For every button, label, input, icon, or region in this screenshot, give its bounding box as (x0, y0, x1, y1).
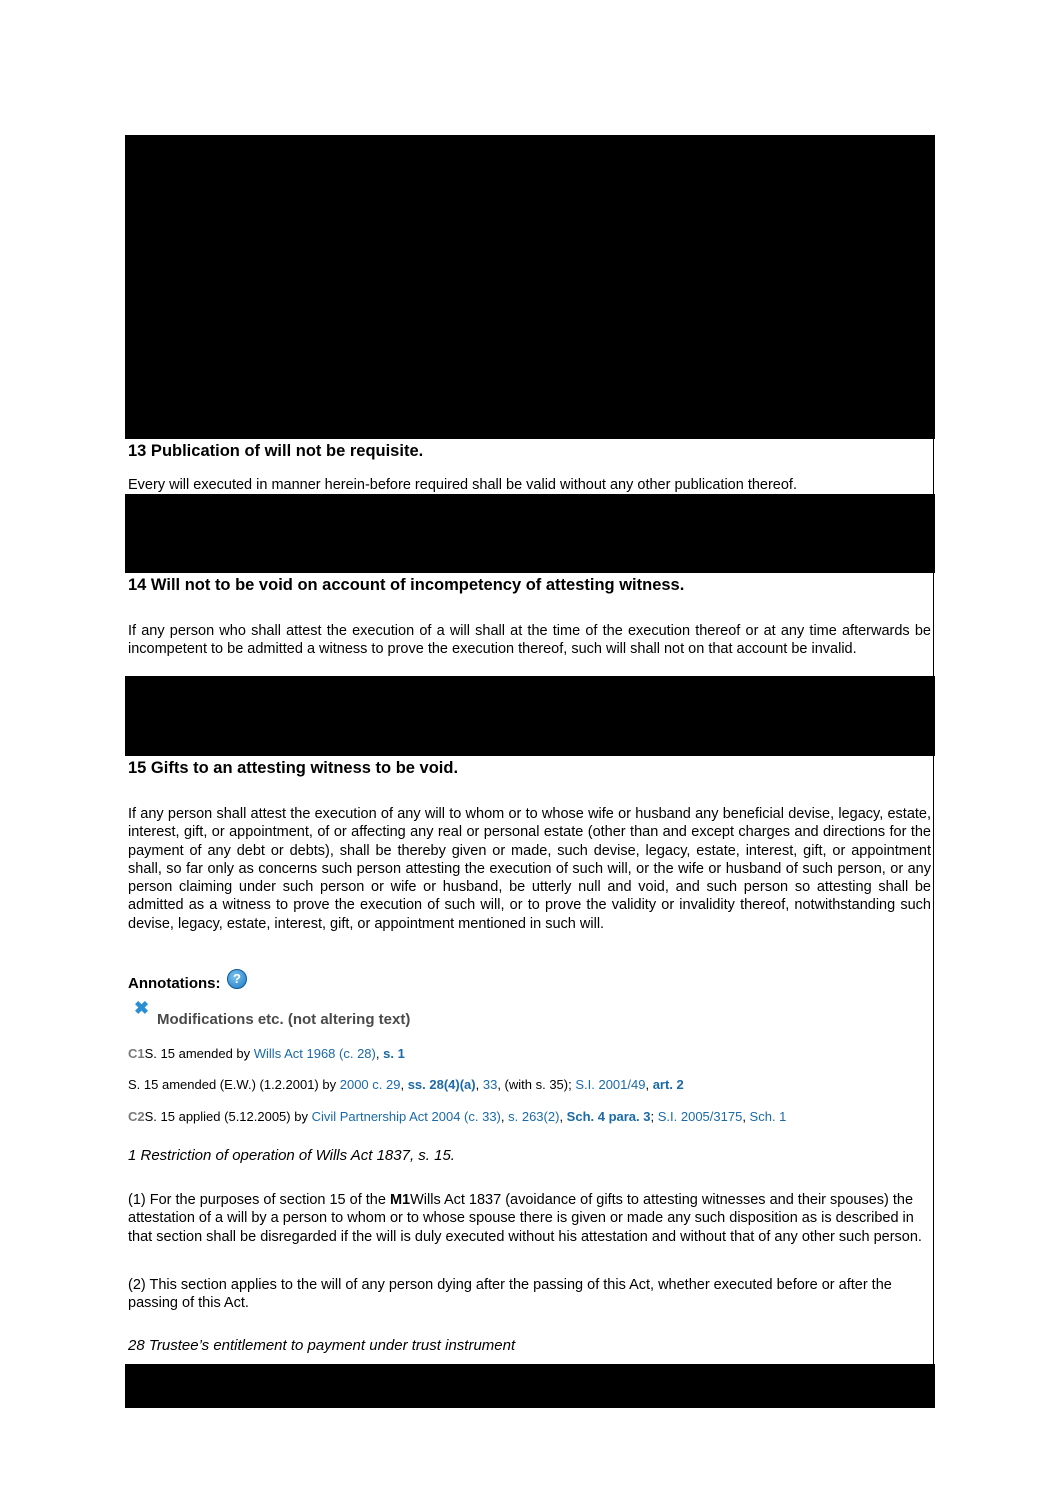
annotation-code: C1 (128, 1046, 145, 1061)
help-icon[interactable]: ? (227, 969, 247, 989)
provision-link[interactable]: 33 (482, 1077, 498, 1092)
section-14-text: If any person who shall attest the execution of a will shall at the time of the execution thereof or at any time afterwards be incompetent to be admitted a witness to prove the execution thereof, such will shall not on that account be invalid. (128, 623, 931, 658)
annotation-text: S. 15 amended by (144, 1046, 254, 1061)
provision-link[interactable]: s. 1 (383, 1046, 405, 1061)
separator: , (500, 1109, 509, 1124)
separator: , (645, 1077, 653, 1092)
separator: ; (650, 1109, 658, 1124)
paragraph-text: (1) For the purposes of section 15 of the (128, 1192, 390, 1208)
separator: , (375, 1046, 384, 1061)
legislation-link[interactable]: 2000 c. 29 (339, 1077, 401, 1092)
annotation-code: C2 (128, 1109, 145, 1124)
annotations-label: Annotations: (128, 975, 221, 992)
separator: , (475, 1077, 483, 1092)
section-15-text: If any person shall attest the execution of any will to whom or to whose wife or husband any beneficial devise, legacy, estate, interest, gift, or appointment, of or affecting any real or personal estate (other than and except charges and directions for the payment of any debt or debts), shall be thereby given or made, such devise, legacy, estate, interest, gift, or appointment shall, so far only as concerns such person attesting the execution of such will, or the wife or husband of such person, or any person claiming under such person or wife or husband, be utterly null and void, and such person so attesting shall be admitted as a witness to prove the execution of such will, or to prove the validity or invalidity thereof, notwithstanding such devise, legacy, estate, interest, gift, or appointment mentioned in such will. (128, 806, 931, 932)
legislation-link[interactable]: Civil Partnership Act 2004 (c. 33) (311, 1109, 501, 1124)
annotations-subheading: Modifications etc. (not altering text) (157, 1011, 411, 1028)
provision-link[interactable]: Sch. 4 para. 3 (566, 1109, 651, 1124)
restriction-paragraph-1 (128, 1191, 928, 1246)
separator: , (400, 1077, 408, 1092)
paragraph-text: Wills Act 1837 (avoidance of gifts to attesting witnesses and their spouses) the attestation of a will by a person to whom or to whose spouse there is given or made any such disposition as is described in that section shall be disregarded if the will is duly executed without his attestation and without that of any other such person. (128, 1192, 922, 1245)
restriction-paragraph-2: (2) This section applies to the will of any person dying after the passing of this Act, whether executed before or after the passing of this Act. (128, 1277, 892, 1312)
marginal-note-ref: M1 (389, 1192, 411, 1208)
provision-link[interactable]: art. 2 (652, 1077, 684, 1092)
trustee-heading: 28 Trustee’s entitlement to payment under trust instrument (128, 1337, 516, 1354)
provision-link[interactable]: s. 263(2) (508, 1109, 560, 1124)
annotation-text: S. 15 amended (E.W.) (1.2.2001) by (128, 1077, 340, 1092)
annotation-c1b (128, 1077, 684, 1093)
redacted-block (125, 494, 935, 573)
legislation-link[interactable]: S.I. 2001/49 (575, 1077, 646, 1092)
annotation-c2 (128, 1109, 786, 1125)
section-13-heading: 13 Publication of will not be requisite. (128, 442, 424, 460)
annotation-text: S. 15 applied (5.12.2005) by (144, 1109, 312, 1124)
legislation-link[interactable]: Wills Act 1968 (c. 28) (253, 1046, 376, 1061)
legislation-link[interactable]: S.I. 2005/3175 (657, 1109, 743, 1124)
annotation-c1 (128, 1046, 405, 1062)
collapse-toggle-icon[interactable]: ✖ (134, 998, 150, 1018)
redacted-block (125, 135, 935, 439)
separator: , (with s. 35); (497, 1077, 576, 1092)
redacted-block (125, 676, 935, 756)
section-14-heading: 14 Will not to be void on account of incompetency of attesting witness. (128, 576, 685, 594)
provision-link[interactable]: Sch. 1 (749, 1109, 787, 1124)
section-13-text: Every will executed in manner herein-before required shall be valid without any other publication thereof. (128, 477, 797, 493)
separator: , (559, 1109, 567, 1124)
separator: , (742, 1109, 750, 1124)
section-15-heading: 15 Gifts to an attesting witness to be void. (128, 759, 459, 777)
restriction-heading: 1 Restriction of operation of Wills Act 1837, s. 15. (128, 1147, 455, 1164)
redacted-block (125, 1364, 935, 1408)
provision-link[interactable]: ss. 28(4)(a) (407, 1077, 476, 1092)
